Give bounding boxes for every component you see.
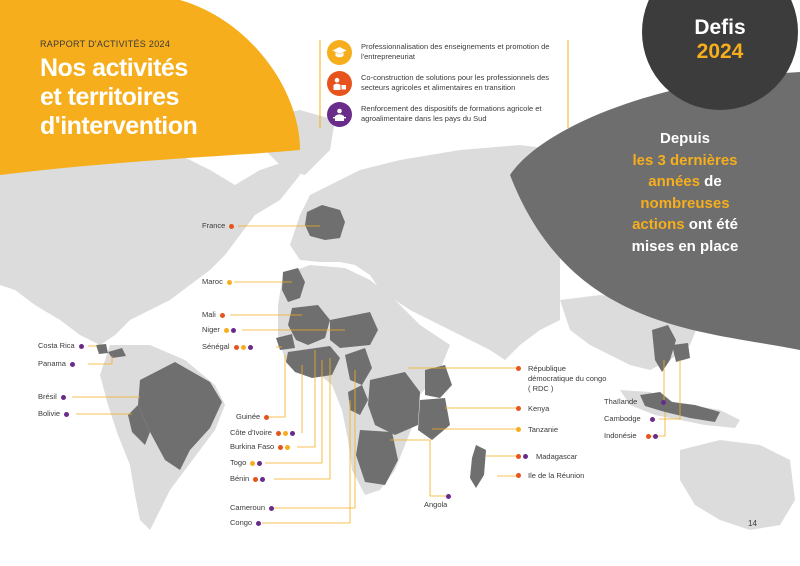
country-label-thailande: Thaïlande [604, 397, 638, 406]
country-label-guinee: Guinée [236, 412, 261, 421]
leader-guinee [268, 355, 285, 417]
marker-dot-purple [79, 344, 84, 349]
map-costarica [96, 344, 108, 354]
farmer-icon [327, 71, 352, 96]
callout-de: de [700, 173, 722, 190]
marker-dot-orange [220, 313, 225, 318]
map-madagascar [470, 445, 486, 488]
country-label-reunion: Ile de la Réunion [528, 471, 585, 480]
country-label-angola: Angola [424, 500, 448, 509]
callout-annees: années [648, 173, 700, 190]
marker-dot-purple [231, 328, 236, 333]
north-america-land [0, 140, 300, 345]
marker-dot-orange [646, 434, 651, 439]
map-tanzanie [418, 398, 450, 440]
marker-dot-purple [61, 395, 66, 400]
legend-text-3: Renforcement des dispositifs de formations agricole et agroalimentaire dans les pays du Sud [361, 104, 542, 123]
marker-dot-purple [290, 431, 295, 436]
marker-dot-purple [661, 400, 666, 405]
country-label-cotedivoire: Côte d'Ivoire [230, 428, 272, 437]
page-number: 14 [748, 519, 757, 528]
map-kenya [425, 365, 452, 398]
marker-dot-yellow [283, 431, 288, 436]
leader-congo [262, 400, 350, 523]
country-label-benin: Bénin [230, 474, 250, 483]
marker-dot-orange [516, 406, 521, 411]
country-label-togo: Togo [230, 458, 247, 467]
marker-dot-yellow [241, 345, 246, 350]
country-label-indonesie: Indonésie [604, 431, 637, 440]
country-label-mali: Mali [202, 310, 216, 319]
marker-dot-yellow [516, 427, 521, 432]
country-label-cameroun: Cameroun [230, 503, 266, 512]
callout-line-6: mises en place [631, 237, 739, 255]
title-line-2: et territoires [40, 83, 179, 111]
marker-dot-purple [248, 345, 253, 350]
defis-label: Defis [694, 16, 746, 39]
marker-dot-yellow [227, 280, 232, 285]
callout-ont-ete: ont été [684, 216, 738, 233]
map-france [305, 205, 345, 240]
callout-line-4: nombreuses [640, 194, 730, 212]
legend-text-2: Co-construction de solutions pour les professionnels des secteurs agricoles et alimentaires en transition [361, 73, 550, 92]
report-label: RAPPORT D'ACTIVITÉS 2024 [40, 39, 171, 49]
defis-badge [640, 0, 800, 80]
callout-actions: actions [632, 216, 685, 233]
marker-dot-yellow [224, 328, 229, 333]
callout-line-5 [590, 214, 780, 236]
country-label-france: France [202, 221, 226, 230]
country-label-niger: Niger [202, 325, 220, 334]
marker-dot-orange [516, 366, 521, 371]
marker-dot-purple [269, 506, 274, 511]
marker-dot-purple [446, 494, 451, 499]
marker-dot-purple [650, 417, 655, 422]
marker-dot-purple [523, 454, 528, 459]
marker-dot-orange [276, 431, 281, 436]
map-cambodge [672, 343, 690, 362]
training-icon [327, 102, 352, 127]
title-line-1: Nos activités [40, 54, 188, 82]
country-label-costarica: Costa Rica [38, 341, 75, 350]
graduation-cap-icon [327, 40, 352, 65]
country-label-bresil: Brésil [38, 392, 57, 401]
country-label-senegal: Sénégal [202, 342, 230, 351]
country-label-maroc: Maroc [202, 277, 223, 286]
defis-year: 2024 [696, 40, 744, 63]
marker-dot-orange [234, 345, 239, 350]
callout-line-1: Depuis [659, 130, 710, 147]
marker-dot-purple [70, 362, 75, 367]
country-label-bolivie: Bolivie [38, 409, 61, 418]
title-line-3: d'intervention [40, 112, 198, 140]
marker-dot-orange [516, 473, 521, 478]
legend-text-1: Professionnalisation des enseignements et promotion de l'entrepreneuriat [361, 42, 550, 61]
marker-dot-orange [516, 454, 521, 459]
marker-dot-purple [653, 434, 658, 439]
country-label-kenya: Kenya [528, 404, 550, 413]
country-label-tanzanie: Tanzanie [528, 425, 559, 434]
australia-land [680, 440, 795, 530]
country-label-madagascar: Madagascar [536, 452, 578, 461]
country-label-rdc: République démocratique du congo ( RDC ) [528, 364, 607, 393]
country-label-congo: Congo [230, 518, 253, 527]
country-label-burkina: Burkina Faso [230, 442, 275, 451]
country-label-cambodge: Cambodge [604, 414, 641, 423]
page-title [40, 54, 270, 141]
callout-line-2: les 3 dernières [632, 151, 738, 169]
callout-line-3 [590, 171, 780, 193]
country-label-panama: Panama [38, 359, 66, 368]
callout-text [590, 128, 780, 257]
